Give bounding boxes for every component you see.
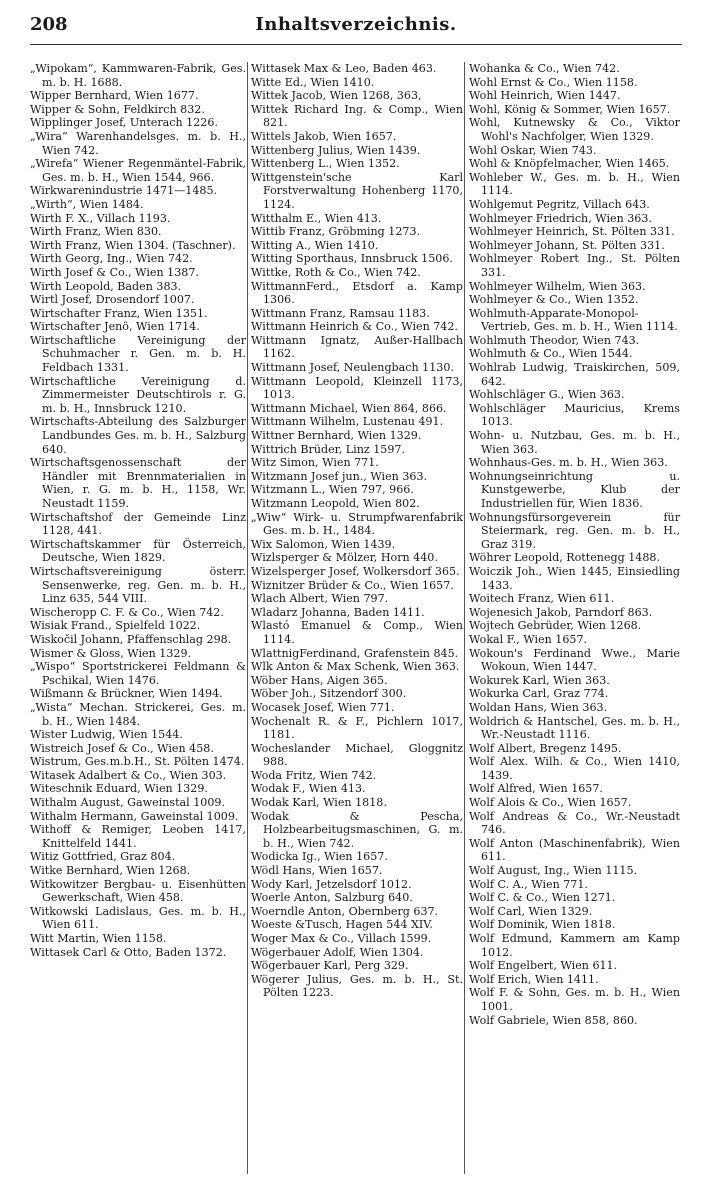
index-entry: Wipplinger Josef, Unterach 1226. (30, 116, 218, 130)
index-entry: Witasek Adalbert & Co., Wien 303. (30, 768, 227, 782)
index-entry: Wirtschaftliche Vereinigung d. Zimmermeister Deutschtirols r. G. m. b. H., Innsbruck 1210. (30, 374, 246, 415)
index-column-1 (30, 62, 246, 1177)
index-entry: Wittasek Max & Leo, Baden 463. (251, 62, 437, 75)
index-entry: Wirkwarenindustrie 1471—1485. (30, 184, 218, 198)
index-entry: Wirth F. X., Villach 1193. (30, 211, 171, 225)
index-entry: Wohlschläger Mauricius, Krems 1013. (469, 401, 680, 429)
index-entry: Witzmann Leopold, Wien 802. (251, 497, 420, 510)
index-entry: Wohleber W., Ges. m. b. H., Wien 1114. (469, 170, 680, 198)
index-entry: Wipper & Sohn, Feldkirch 832. (30, 102, 205, 116)
index-entry: Witzmann L., Wien 797, 966. (251, 483, 414, 497)
index-entry: Wiskočil Johann, Pfaffenschlag 298. (30, 632, 232, 646)
index-entry: Wittner Bernhard, Wien 1329. (251, 429, 422, 443)
index-entry: Wohn- u. Nutzbau, Ges. m. b. H., Wien 363. (469, 429, 680, 456)
page-title: Inhaltsverzeichnis. (255, 14, 457, 35)
index-entry: Wismer & Gloss, Wien 1329. (30, 646, 192, 660)
index-entry: Wödl Hans, Wien 1657. (251, 864, 383, 878)
index-entry: Wokurka Carl, Graz 774. (469, 687, 609, 701)
index-entry: Wirth Georg, Ing., Wien 742. (30, 252, 193, 266)
index-entry: Wodicka Ig., Wien 1657. (251, 850, 388, 864)
index-entry: Wiznitzer Brüder & Co., Wien 1657. (251, 578, 454, 592)
index-entry: Wolf Alfred, Wien 1657. (469, 782, 603, 796)
index-entry: Wojenesich Jakob, Parndorf 863. (469, 605, 653, 619)
index-entry: Wolf Andreas & Co., Wr.-Neustadt 746. (469, 809, 680, 837)
index-entry: Wohl Ernst & Co., Wien 1158. (469, 75, 638, 89)
index-entry: „Wiw“ Wirk- u. Strumpfwarenfabrik Ges. m. b. H., 1484. (251, 510, 463, 538)
index-entry: Witiz Gottfried, Graz 804. (30, 850, 176, 864)
page-header (30, 14, 682, 42)
index-entry: Wohnungsfürsorgeverein für Steiermark, reg. Gen. m. b. H., Graz 319. (469, 510, 680, 551)
index-entry: Wlk Anton & Max Schenk, Wien 363. (251, 660, 460, 674)
index-entry: Wolf Alex. Wilh. & Co., Wien 1410, 1439. (469, 755, 680, 782)
index-entry: Wirth Leopold, Baden 383. (30, 279, 182, 293)
index-entry: WittmannFerd., Etsdorf a. Kamp 1306. (251, 279, 463, 307)
index-entry: Wolf Dominik, Wien 1818. (469, 918, 616, 932)
index-entry: „Wipokam“, Kammwaren-Fabrik, Ges. m. b. H. 1688. (30, 62, 246, 89)
index-entry: Wißmann & Brückner, Wien 1494. (30, 687, 223, 701)
index-entry: Wögerer Julius, Ges. m. b. H., St. Pölten 1223. (251, 972, 463, 1000)
index-entry: Wolf Anton (Maschinenfabrik), Wien 611. (469, 836, 680, 864)
index-entry: Wohlmeyer Heinrich, St. Pölten 331. (469, 225, 675, 239)
index-entry: Wirtschaftsgenossenschaft der Händler mit Brennmaterialien in Wien, r. G. m. b. H., 1158, Wr. Neustadt 1159. (30, 456, 246, 510)
index-entry: Wohnhaus-Ges. m. b. H., Wien 363. (469, 456, 668, 470)
index-entry: Wohl Heinrich, Wien 1447. (469, 89, 621, 103)
index-entry: Woldan Hans, Wien 363. (469, 700, 608, 714)
index-entry: Wittrich Brüder, Linz 1597. (251, 442, 406, 456)
index-entry: Wohlmeyer Friedrich, Wien 363. (469, 211, 652, 225)
index-entry: Wohlmuth & Co., Wien 1544. (469, 347, 633, 361)
index-entry: Wizlsperger & Mölzer, Horn 440. (251, 551, 438, 565)
index-entry: Wolf Albert, Bregenz 1495. (469, 741, 622, 755)
index-entry: Wittenberg Julius, Wien 1439. (251, 143, 421, 157)
index-entry: „Wispo“ Sportstrickerei Feldmann & Pschikal, Wien 1476. (30, 660, 246, 687)
index-entry: Wistrum, Ges.m.b.H., St. Pölten 1474. (30, 755, 245, 769)
index-entry: Wolf August, Ing., Wien 1115. (469, 864, 638, 878)
index-entry: Wladarz Johanna, Baden 1411. (251, 605, 425, 619)
index-entry: Wochenalt R. & F., Pichlern 1017, 1181. (251, 714, 463, 742)
index-entry: Wöber Joh., Sitzendorf 300. (251, 687, 407, 701)
index-entry: Witeschnik Eduard, Wien 1329. (30, 782, 208, 796)
index-entry: Wody Karl, Jetzelsdorf 1012. (251, 877, 412, 891)
index-entry: Withalm Hermann, Gaweinstal 1009. (30, 809, 239, 823)
index-entry: Wocheslander Michael, Gloggnitz 988. (251, 741, 463, 769)
index-entry: Wittib Franz, Gröbming 1273. (251, 225, 421, 239)
index-entry: Wohlgemut Pegritz, Villach 643. (469, 197, 650, 211)
index-entry: Wittmann Ignatz, Außer-Hallbach 1162. (251, 333, 463, 361)
index-entry: „Wirefa“ Wiener Regenmäntel-Fabrik, Ges. m. b. H., Wien 1544, 966. (30, 157, 246, 184)
index-entry: Wolf C. A., Wien 771. (469, 877, 588, 891)
index-entry: Woeste &Tusch, Hagen 544 XIV. (251, 918, 433, 932)
index-entry: Wirtl Josef, Drosendorf 1007. (30, 293, 195, 307)
index-entry: Wisiak Frand., Spielfeld 1022. (30, 619, 201, 633)
index-entry: Wolf Erich, Wien 1411. (469, 972, 599, 986)
index-entry: Witt Martin, Wien 1158. (30, 932, 167, 945)
index-entry: Wirtschaftshof der Gemeinde Linz 1128, 441. (30, 510, 246, 538)
index-entry: WlattnigFerdinand, Grafenstein 845. (251, 646, 459, 660)
page-number: 208 (30, 14, 68, 35)
index-columns (30, 62, 680, 1182)
index-entry: Wohlmuth-Apparate-Monopol-Vertrieb, Ges. m. b. H., Wien 1114. (469, 306, 678, 334)
index-entry: „Wista“ Mechan. Strickerei, Ges. m. b. H., Wien 1484. (30, 700, 246, 728)
index-entry: Wodak & Pescha, Holzbearbeitugsmaschinen, G. m. b. H., Wien 742. (251, 809, 463, 850)
index-entry: Wirtschafter Franz, Wien 1351. (30, 306, 208, 320)
index-entry: Wittmann Wilhelm, Lustenau 491. (251, 415, 444, 429)
index-entry: Wohnungseinrichtung u. Kunstgewerbe, Klub der Industriellen für, Wien 1836. (469, 469, 680, 510)
index-entry: Wittek Richard Ing. & Comp., Wien 821. (251, 102, 463, 130)
index-entry: Wohl, König & Sommer, Wien 1657. (469, 102, 671, 116)
index-entry: Wohl, Kutnewsky & Co., Viktor Wohl's Nachfolger, Wien 1329. (469, 116, 680, 143)
index-entry: Wizelsperger Josef, Wolkersdorf 365. (251, 564, 460, 578)
index-entry: Wirtschaftskammer für Österreich, Deutsche, Wien 1829. (30, 537, 246, 565)
index-entry: Wirth Franz, Wien 830. (30, 225, 162, 239)
index-entry: Wodak F., Wien 413. (251, 782, 366, 796)
index-entry: Wipper Bernhard, Wien 1677. (30, 89, 199, 103)
index-entry: Woerndle Anton, Obernberg 637. (251, 904, 439, 918)
index-entry: Woerle Anton, Salzburg 640. (251, 891, 413, 905)
index-entry: Wittmann Michael, Wien 864, 866. (251, 401, 447, 415)
index-entry: Wohlmeyer Johann, St. Pölten 331. (469, 238, 665, 252)
index-entry: Wirtschaftsvereinigung österr. Sensenwerke, reg. Gen. m. b. H., Linz 635, 544 VIII. (30, 564, 246, 606)
index-entry: Woda Fritz, Wien 742. (251, 768, 377, 782)
index-entry: Wistreich Josef & Co., Wien 458. (30, 741, 214, 755)
index-entry: Wittgenstein'sche Karl Forstverwaltung Hohenberg 1170, 1124. (251, 170, 463, 211)
index-entry: Wittke, Roth & Co., Wien 742. (251, 265, 421, 279)
index-entry: Wolf C. & Co., Wien 1271. (469, 891, 616, 905)
index-entry: Witkowski Ladislaus, Ges. m. b. H., Wien 611. (30, 904, 246, 932)
index-entry: Wirtschaftliche Vereinigung der Schuhmacher r. Gen. m. b. H. Feldbach 1331. (30, 333, 246, 375)
index-entry: Wittmann Leopold, Kleinzell 1173, 1013. (251, 374, 463, 402)
index-entry: Witkowitzer Bergbau- u. Eisenhütten Gewerkschaft, Wien 458. (30, 877, 246, 905)
index-entry: Wittmann Josef, Neulengbach 1130. (251, 361, 454, 375)
index-entry: Wirtschafts-Abteilung des Salzburger Landbundes Ges. m. b. H., Salzburg 640. (30, 415, 246, 456)
index-entry: Wittasek Carl & Otto, Baden 1372. (30, 945, 227, 959)
index-entry: Wolf Carl, Wien 1329. (469, 904, 593, 918)
index-entry: Wojtech Gebrüder, Wien 1268. (469, 619, 642, 633)
index-entry: Wohanka & Co., Wien 742. (469, 62, 620, 75)
index-entry: Wohlmuth Theodor, Wien 743. (469, 333, 640, 347)
index-entry: Wohl & Knöpfelmacher, Wien 1465. (469, 157, 670, 171)
index-entry: Witzmann Josef jun., Wien 363. (251, 469, 428, 483)
index-entry: Witte Ed., Wien 1410. (251, 75, 375, 89)
index-entry: Wolf Edmund, Kammern am Kamp 1012. (469, 932, 680, 959)
index-entry: Woiczik Joh., Wien 1445, Einsiedling 1433. (469, 564, 680, 592)
index-entry: Withoff & Remiger, Leoben 1417, Knittelfeld 1441. (30, 823, 246, 850)
index-entry: Wöhrer Leopold, Rottenegg 1488. (469, 551, 660, 565)
index-entry: Wohlmeyer & Co., Wien 1352. (469, 293, 639, 307)
index-entry: Wohl Oskar, Wien 743. (469, 143, 597, 157)
index-entry: Wittenberg L., Wien 1352. (251, 157, 400, 171)
index-column-3 (469, 62, 680, 1177)
index-entry: Wokal F., Wien 1657. (469, 632, 588, 646)
index-entry: Wirtschafter Jenö, Wien 1714. (30, 320, 200, 334)
index-entry: Wittmann Heinrich & Co., Wien 742. (251, 320, 458, 334)
index-entry: Witthalm E., Wien 413. (251, 211, 382, 225)
index-entry: Wolf Engelbert, Wien 611. (469, 959, 618, 973)
index-entry: Woitech Franz, Wien 611. (469, 592, 615, 606)
index-entry: Wittek Jacob, Wien 1268, 363, (251, 89, 422, 103)
index-entry: Withalm August, Gaweinstal 1009. (30, 796, 226, 810)
column-divider (247, 62, 248, 1174)
index-entry: Witke Bernhard, Wien 1268. (30, 864, 191, 878)
index-entry: Wohlmeyer Wilhelm, Wien 363. (469, 279, 646, 293)
index-entry: Witting Sporthaus, Innsbruck 1506. (251, 252, 453, 266)
column-divider (464, 62, 465, 1174)
index-entry: Wögerbauer Adolf, Wien 1304. (251, 945, 424, 959)
index-entry: Wokoun's Ferdinand Wwe., Marie Wokoun, Wien 1447. (469, 646, 680, 674)
index-entry: Witting A., Wien 1410. (251, 238, 379, 252)
index-entry: Wohlmeyer Robert Ing., St. Pölten 331. (469, 252, 680, 279)
index-entry: Wlach Albert, Wien 797. (251, 592, 389, 606)
index-entry: Wocasek Josef, Wien 771. (251, 700, 395, 714)
index-entry: Wittmann Franz, Ramsau 1183. (251, 306, 430, 320)
index-entry: Woldrich & Hantschel, Ges. m. b. H., Wr.-Neustadt 1116. (469, 714, 680, 742)
index-entry: Wirth Franz, Wien 1304. (Taschner). (30, 238, 236, 252)
index-entry: Wlastó Emanuel & Comp., Wien 1114. (251, 619, 463, 646)
index-entry: Wolf Alois & Co., Wien 1657. (469, 796, 632, 810)
index-entry: Wögerbauer Karl, Perg 329. (251, 959, 409, 973)
index-entry: Woger Max & Co., Villach 1599. (251, 932, 432, 945)
index-entry: Wöber Hans, Aigen 365. (251, 673, 388, 687)
index-entry: Wohlrab Ludwig, Traiskirchen, 509, 642. (469, 361, 680, 388)
index-column-2 (251, 62, 463, 1177)
index-entry: Witz Simon, Wien 771. (251, 456, 379, 470)
index-entry: Wolf Gabriele, Wien 858, 860. (469, 1013, 638, 1027)
index-entry: „Wirth“, Wien 1484. (30, 197, 144, 211)
index-entry: Wohlschläger G., Wien 363. (469, 388, 625, 402)
index-entry: Wix Salomon, Wien 1439. (251, 537, 396, 551)
index-entry: Wolf F. & Sohn, Ges. m. b. H., Wien 1001. (469, 986, 680, 1013)
index-entry: Wister Ludwig, Wien 1544. (30, 728, 183, 742)
index-entry: Wirth Josef & Co., Wien 1387. (30, 265, 199, 279)
index-entry: Wodak Karl, Wien 1818. (251, 796, 387, 810)
index-entry: Wittels Jakob, Wien 1657. (251, 129, 397, 143)
header-rule (30, 44, 682, 45)
index-entry: Wokurek Karl, Wien 363. (469, 673, 610, 687)
index-entry: „Wira“ Warenhandelsges. m. b. H., Wien 742. (30, 129, 246, 157)
index-entry: Wischeropp C. F. & Co., Wien 742. (30, 605, 224, 619)
